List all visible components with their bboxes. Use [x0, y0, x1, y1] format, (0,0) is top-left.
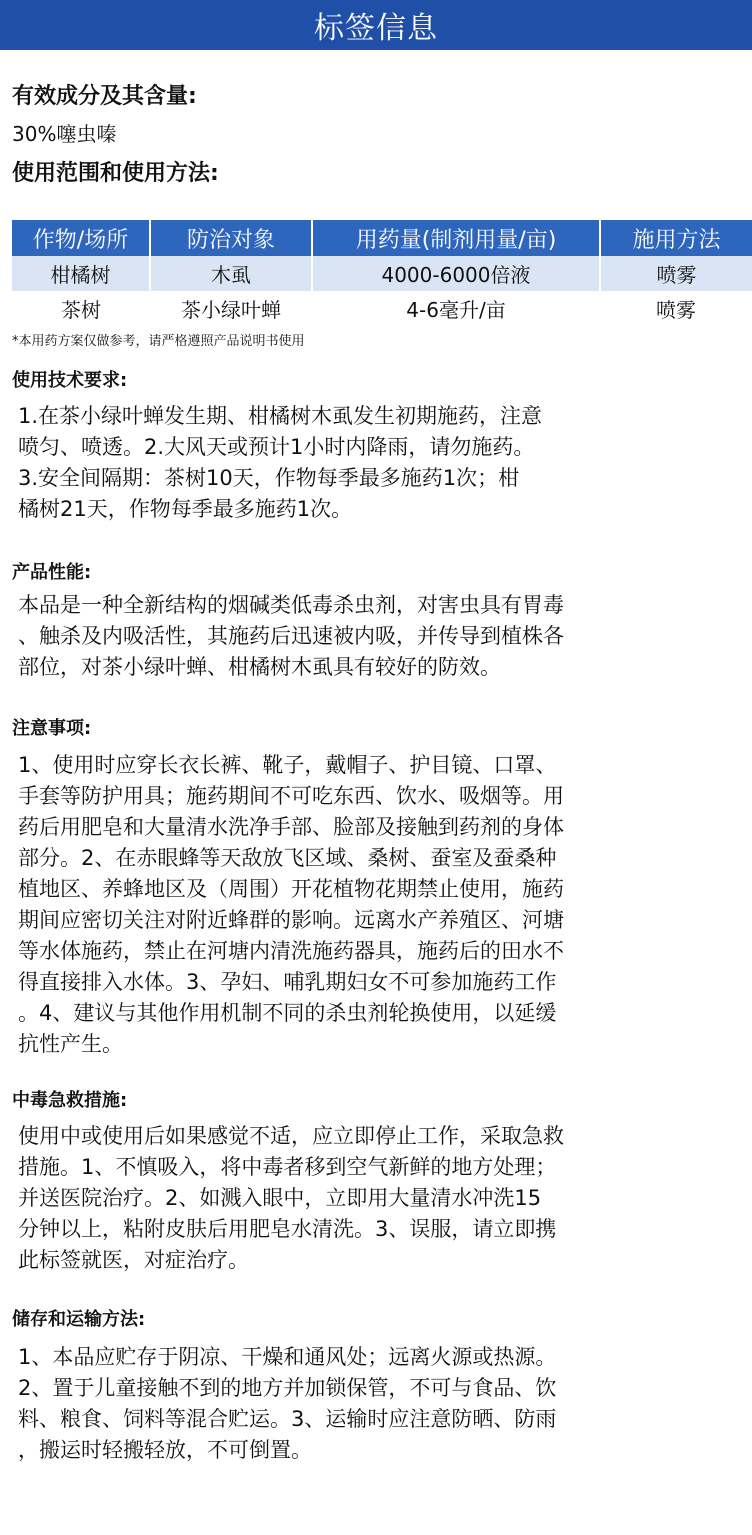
- cell-target: 木虱: [150, 256, 312, 291]
- section-title-first-aid: 中毒急救措施:: [12, 1090, 128, 1111]
- body-line: 部位，对茶小绿叶蝉、柑橘树木虱具有较好的防效。: [18, 655, 501, 679]
- cell-target: 茶小绿叶蝉: [181, 298, 281, 322]
- header-target: 防治对象: [150, 220, 312, 256]
- body-line: 1、使用时应穿长衣长裤、靴子，戴帽子、护目镜、口罩、: [18, 753, 557, 777]
- body-line: ，搬运时轻搬轻放，不可倒置。: [18, 1438, 312, 1462]
- body-line: 分钟以上，粘附皮肤后用肥皂水清洗。3、误服，请立即携: [18, 1217, 557, 1241]
- body-line: 部分。2、在赤眼蜂等天敌放飞区域、桑树、蚕室及蚕桑种: [18, 846, 557, 870]
- header-dosage: 用药量(制剂用量/亩): [312, 220, 600, 256]
- body-line: 。4、建议与其他作用机制不同的杀虫剂轮换使用，以延缓: [18, 1001, 557, 1025]
- cell-crop: 柑橘树: [12, 256, 150, 291]
- cell-crop: 茶树: [61, 298, 101, 322]
- cell-dosage: 4-6毫升/亩: [406, 298, 506, 322]
- usage-table: [12, 220, 752, 326]
- section-title-technical-requirements: 使用技术要求:: [12, 370, 128, 391]
- body-line: 得直接排入水体。3、孕妇、哺乳期妇女不可参加施药工作: [18, 970, 557, 994]
- body-line: 1.在茶小绿叶蝉发生期、柑橘树木虱发生初期施药，注意: [18, 404, 543, 428]
- body-line: 植地区、养蜂地区及（周围）开花植物花期禁止使用，施药: [18, 877, 564, 901]
- section-title-precautions: 注意事项:: [12, 718, 92, 739]
- body-line: 喷匀、喷透。2.大风天或预计1小时内降雨，请勿施药。: [18, 435, 535, 459]
- body-line: 措施。1、不慎吸入，将中毒者移到空气新鲜的地方处理；: [18, 1155, 557, 1179]
- section-body-first-aid: [18, 1121, 746, 1276]
- usage-scope-label: 使用范围和使用方法:: [12, 161, 219, 186]
- body-line: 2、置于儿童接触不到的地方并加锁保管，不可与食品、饮: [18, 1376, 557, 1400]
- usage-note: *本用药方案仅做参考，请严格遵照产品说明书使用: [12, 334, 305, 349]
- section-title-storage-transport: 储存和运输方法:: [12, 1309, 146, 1330]
- section-body-precautions: [18, 750, 746, 1060]
- body-line: 此标签就医，对症治疗。: [18, 1248, 249, 1272]
- section-body-product-performance: [18, 590, 746, 683]
- cell-method: 喷雾: [656, 298, 696, 322]
- ingredients-value: 30%噻虫嗪: [12, 122, 117, 146]
- section-body-technical-requirements: [18, 401, 746, 525]
- body-line: 使用中或使用后如果感觉不适，应立即停止工作，采取急救: [18, 1124, 564, 1148]
- body-line: 等水体施药，禁止在河塘内清洗施药器具，施药后的田水不: [18, 939, 564, 963]
- body-line: 橘树21天，作物每季最多施药1次。: [18, 497, 353, 521]
- ingredients-label: 有效成分及其含量:: [12, 84, 197, 109]
- body-line: 3.安全间隔期：茶树10天，作物每季最多施药1次；柑: [18, 466, 520, 490]
- table-row: [12, 256, 752, 291]
- body-line: 抗性产生。: [18, 1032, 123, 1056]
- body-line: 本品是一种全新结构的烟碱类低毒杀虫剂，对害虫具有胃毒: [18, 593, 564, 617]
- cell-dosage: 4000-6000倍液: [312, 256, 600, 291]
- body-line: 1、本品应贮存于阴凉、干燥和通风处；远离火源或热源。: [18, 1345, 557, 1369]
- section-body-storage-transport: [18, 1342, 746, 1466]
- body-line: 料、粮食、饲料等混合贮运。3、运输时应注意防晒、防雨: [18, 1407, 557, 1431]
- body-line: 期间应密切关注对附近蜂群的影响。远离水产养殖区、河塘: [18, 908, 564, 932]
- header-crop: 作物/场所: [12, 220, 150, 256]
- body-line: 、触杀及内吸活性，其施药后迅速被内吸，并传导到植株各: [18, 624, 564, 648]
- body-line: 并送医院治疗。2、如溅入眼中，立即用大量清水冲洗15: [18, 1186, 542, 1210]
- body-line: 手套等防护用具；施药期间不可吃东西、饮水、吸烟等。用: [18, 784, 564, 808]
- header-method: 施用方法: [600, 220, 752, 256]
- cell-method: 喷雾: [600, 256, 752, 291]
- body-line: 药后用肥皂和大量清水洗净手部、脸部及接触到药剂的身体: [18, 815, 564, 839]
- section-title-product-performance: 产品性能:: [12, 562, 92, 583]
- table-row: [12, 291, 752, 326]
- page-header: [0, 0, 752, 50]
- table-header-row: [12, 220, 752, 256]
- page-title: 标签信息: [314, 11, 438, 46]
